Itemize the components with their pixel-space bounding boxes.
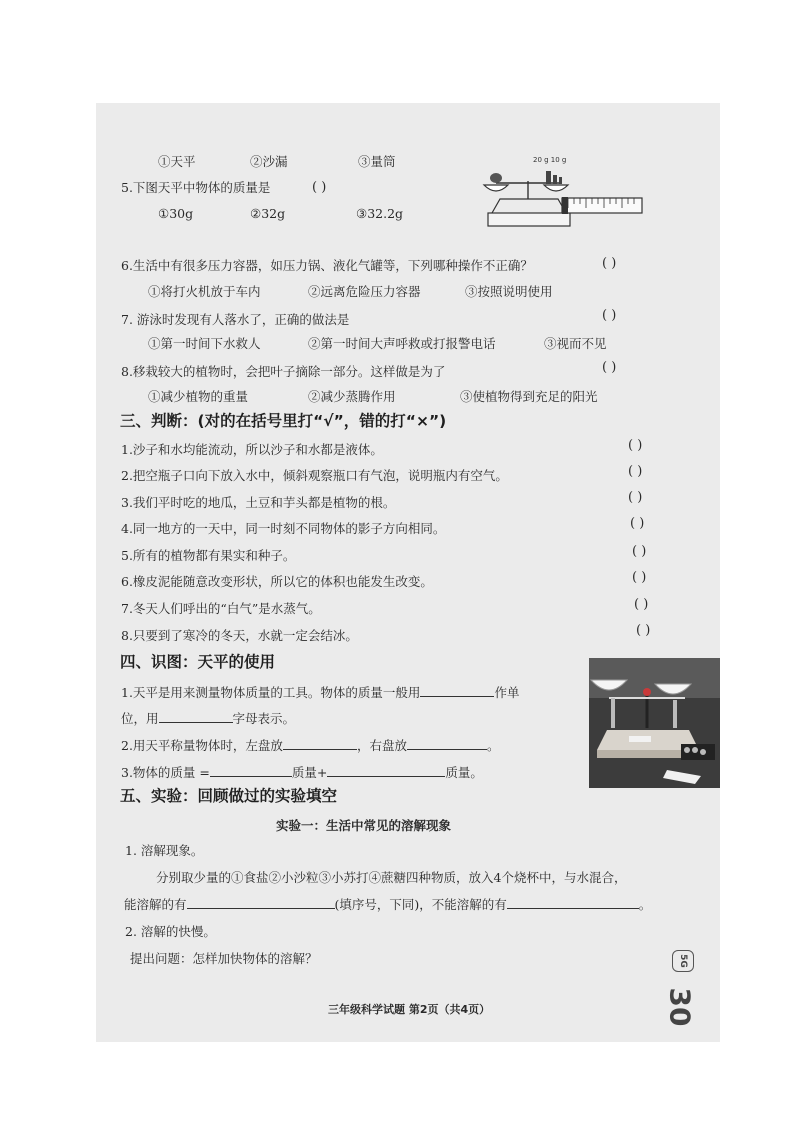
s4-q1-text-b: 作单 (494, 685, 520, 700)
q6-answer-paren: ( ) (602, 256, 617, 271)
judge-item-3: 3.我们平时吃的地瓜，土豆和芋头都是植物的根。 (121, 495, 396, 510)
section4-title: 四、识图：天平的使用 (120, 653, 276, 671)
q7-stem: 7. 游泳时发现有人落水了，正确的做法是 (121, 312, 350, 327)
s4-q1-line1 (121, 684, 519, 701)
s4-q3-text-b: 质量+ (291, 765, 328, 780)
q6-stem: 6.生活中有很多压力容器，如压力锅、液化气罐等，下列哪种操作不正确？ (121, 258, 533, 273)
s5-p2-heading: 2. 溶解的快慢。 (125, 924, 216, 939)
judge-item-4: 4.同一地方的一天中，同一时刻不同物体的影子方向相同。 (121, 521, 446, 536)
letter-blank[interactable] (159, 710, 233, 723)
s4-q1-text-d: 字母表示。 (232, 711, 296, 726)
balance-photo (589, 658, 720, 788)
section5-title: 五、实验：回顾做过的实验填空 (120, 787, 338, 805)
s4-q2-text-b: ，右盘放 (356, 738, 407, 753)
balance-scale-illustration (478, 153, 646, 233)
weights-label: 20 g 10 g (533, 156, 567, 164)
s5-p1-line2 (124, 896, 651, 913)
side-mark: 30 (663, 987, 697, 1027)
judge-paren-4: ( ) (630, 516, 645, 531)
q6-option-1: ①将打火机放于车内 (148, 284, 261, 299)
q4-option-3: ③量筒 (358, 154, 396, 169)
right-pan-blank[interactable] (407, 737, 487, 750)
q7-answer-paren: ( ) (602, 308, 617, 323)
q6-option-3: ③按照说明使用 (465, 284, 553, 299)
q8-answer-paren: ( ) (602, 360, 617, 375)
s4-q3-text-c: 质量。 (445, 765, 483, 780)
section3-title: 三、判断：(对的在括号里打“√”，错的打“×”) (120, 412, 447, 430)
s4-q1-line2 (121, 710, 295, 727)
s4-q1-text-c: 位，用 (121, 711, 159, 726)
side-badge: 5G (672, 950, 694, 972)
q5-answer-paren: ( ) (312, 180, 327, 195)
s5-p2-question: 提出问题：怎样加快物体的溶解？ (130, 951, 318, 966)
judge-item-1: 1.沙子和水均能流动，所以沙子和水都是液体。 (121, 442, 383, 457)
s4-q3-line (121, 764, 483, 781)
q8-stem: 8.移栽较大的植物时，会把叶子摘除一部分。这样做是为了 (121, 364, 446, 379)
q5-option-2: ②32g (250, 206, 286, 221)
mass-blank-1[interactable] (210, 764, 292, 777)
q7-option-2: ②第一时间大声呼救或打报警电话 (308, 336, 496, 351)
s4-q2-line (121, 737, 499, 754)
judge-paren-1: ( ) (628, 438, 643, 453)
q8-option-3: ③使植物得到充足的阳光 (460, 389, 598, 404)
dissolvable-blank[interactable] (187, 896, 335, 909)
q4-option-2: ②沙漏 (250, 154, 288, 169)
q8-option-2: ②减少蒸腾作用 (308, 389, 396, 404)
judge-item-6: 6.橡皮泥能随意改变形状，所以它的体积也能发生改变。 (121, 574, 433, 589)
unit-blank[interactable] (420, 684, 494, 697)
judge-paren-5: ( ) (632, 544, 647, 559)
q5-stem: 5.下图天平中物体的质量是 (121, 180, 271, 195)
q8-option-1: ①减少植物的重量 (148, 389, 249, 404)
s4-q2-text-c: 。 (486, 738, 500, 753)
s5-text-a: 能溶解的有 (124, 897, 187, 912)
page-footer: 三年级科学试题 第2页（共4页） (328, 1003, 491, 1016)
judge-item-7: 7.冬天人们呼出的“白气”是水蒸气。 (121, 601, 321, 616)
q6-option-2: ②远离危险压力容器 (308, 284, 421, 299)
judge-item-5: 5.所有的植物都有果实和种子。 (121, 548, 296, 563)
mass-blank-2[interactable] (327, 764, 445, 777)
judge-item-8: 8.只要到了寒冷的冬天，水就一定会结冰。 (121, 628, 358, 643)
judge-paren-6: ( ) (632, 570, 647, 585)
left-pan-blank[interactable] (283, 737, 357, 750)
non-dissolvable-blank[interactable] (507, 896, 639, 909)
s4-q1-text-a: 1.天平是用来测量物体质量的工具。物体的质量一般用 (121, 685, 421, 700)
q5-option-1: ①30g (158, 206, 194, 221)
s5-p1-heading: 1. 溶解现象。 (125, 843, 204, 858)
judge-paren-7: ( ) (634, 597, 649, 612)
s4-q3-text-a: 3.物体的质量 = (121, 765, 210, 780)
s4-q2-text-a: 2.用天平称量物体时，左盘放 (121, 738, 283, 753)
s5-text-c: 。 (638, 897, 652, 912)
experiment1-title: 实验一：生活中常见的溶解现象 (276, 818, 452, 833)
q4-option-1: ①天平 (158, 154, 196, 169)
judge-paren-2: ( ) (628, 464, 643, 479)
judge-paren-3: ( ) (628, 490, 643, 505)
q7-option-3: ③视而不见 (544, 336, 607, 351)
judge-item-2: 2.把空瓶子口向下放入水中，倾斜观察瓶口有气泡，说明瓶内有空气。 (121, 468, 508, 483)
s5-p1-text: 分别取少量的①食盐②小沙粒③小苏打④蔗糖四种物质，放入4个烧杯中，与水混合， (156, 870, 627, 885)
judge-paren-8: ( ) (636, 623, 651, 638)
q5-option-3: ③32.2g (356, 206, 404, 221)
s5-text-b: (填序号，下同)，不能溶解的有 (334, 897, 507, 912)
q7-option-1: ①第一时间下水救人 (148, 336, 261, 351)
